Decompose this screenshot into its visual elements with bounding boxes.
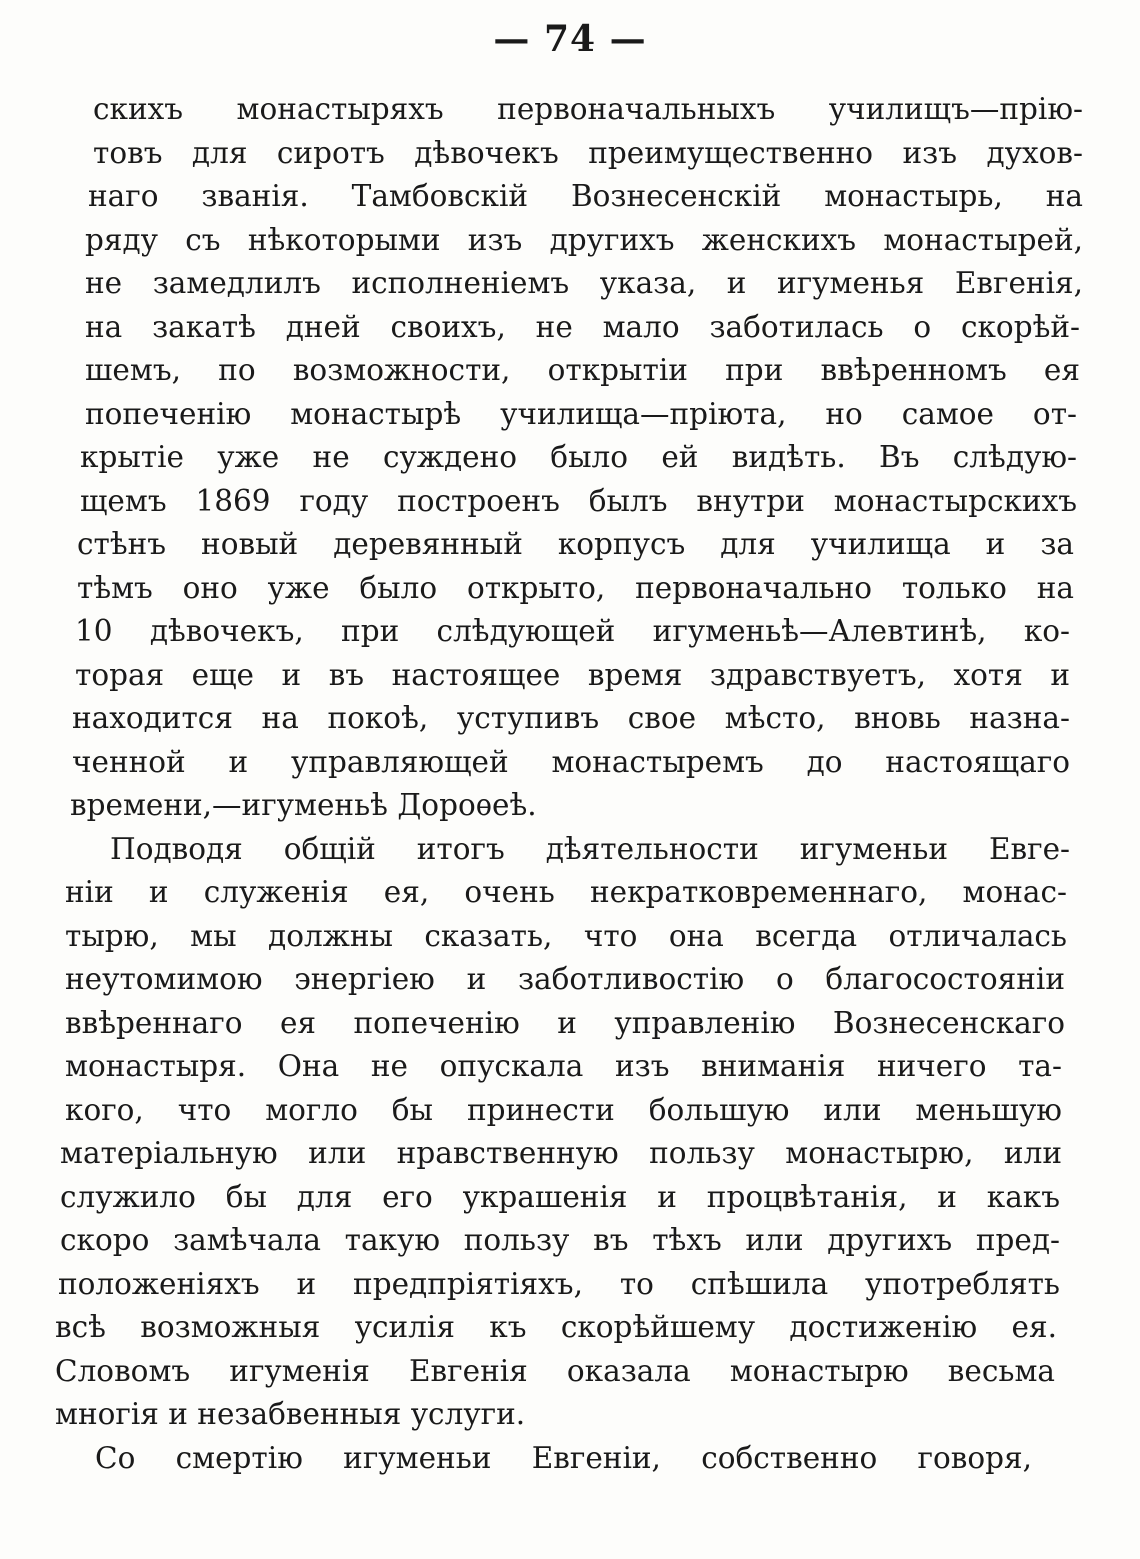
text-line: кого, что могло бы принести большую или меньшую (65, 1092, 1062, 1127)
text-line: ряду съ нѣкоторыми изъ другихъ женскихъ монастырей, (85, 222, 1083, 257)
text-line: крытіе уже не суждено было ей видѣть. Въ слѣдую- (80, 440, 1077, 474)
text-line: матеріальную или нравственную пользу монастырю, или (60, 1136, 1062, 1170)
text-line: времени,—игуменьѣ Дороѳеѣ. (70, 788, 537, 822)
text-line: Словомъ игуменія Евгенія оказала монастырю весьма (55, 1353, 1055, 1388)
text-line: попеченію монастырѣ училища—пріюта, но самое от- (85, 396, 1077, 431)
text-line: шемъ, по возможности, открытіи при ввѣренномъ ея (85, 353, 1080, 387)
text-line: ніи и служенія ея, очень некратковременнаго, монас- (65, 875, 1067, 909)
text-line: ввѣреннаго ея попеченію и управленію Вознесенскаго (65, 1005, 1065, 1040)
text-line: стѣнъ новый деревянный корпусъ для училища и за (77, 527, 1074, 561)
paragraph-start-line: Подводя общій итогъ дѣятельности игуменьи Евге- (110, 831, 1070, 866)
text-line: монастыря. Она не опускала изъ вниманія ничего та- (65, 1049, 1062, 1083)
text-line: тырю, мы должны сказать, что она всегда отличалась (65, 918, 1067, 953)
text-line: наго званія. Тамбовскій Вознесенскій монастырь, на (88, 179, 1083, 213)
text-line: 10 дѣвочекъ, при слѣдующей игуменьѣ—Алевтинѣ, ко- (75, 614, 1070, 648)
text-line: не замедлилъ исполненіемъ указа, и игуменья Евгенія, (85, 266, 1083, 300)
page-number: — 74 — (493, 18, 647, 60)
text-line: неутомимою энергіею и заботливостію о благосостояніи (65, 962, 1065, 996)
text-line: тѣмъ оно уже было открыто, первоначально только на (77, 570, 1074, 605)
text-line: на закатѣ дней своихъ, не мало заботилась о скорѣй- (85, 309, 1080, 344)
text-line: положеніяхъ и предпріятіяхъ, то спѣшила употреблять (58, 1266, 1060, 1301)
paragraph-start-line: Со смертію игуменьи Евгеніи, собственно говоря, (95, 1440, 1032, 1475)
text-line: торая еще и въ настоящее время здравствуетъ, хотя и (75, 657, 1070, 692)
text-line: скихъ монастыряхъ первоначальныхъ училищъ—прію- (93, 92, 1083, 126)
text-line: ченной и управляющей монастыремъ до настоящаго (72, 744, 1070, 779)
text-line: служило бы для его украшенія и процвѣтанія, и какъ (60, 1179, 1060, 1214)
text-line: всѣ возможныя усилія къ скорѣйшему достиженію ея. (55, 1310, 1057, 1344)
text-line: находится на покоѣ, уступивъ свое мѣсто, вновь назна- (72, 701, 1070, 735)
text-line: многія и незабвенныя услуги. (55, 1397, 526, 1431)
text-line: щемъ 1869 году построенъ былъ внутри монастырскихъ (80, 483, 1077, 518)
text-line: скоро замѣчала такую пользу въ тѣхъ или другихъ пред- (60, 1223, 1060, 1257)
text-line: товъ для сиротъ дѣвочекъ преимущественно изъ духов- (93, 135, 1083, 170)
